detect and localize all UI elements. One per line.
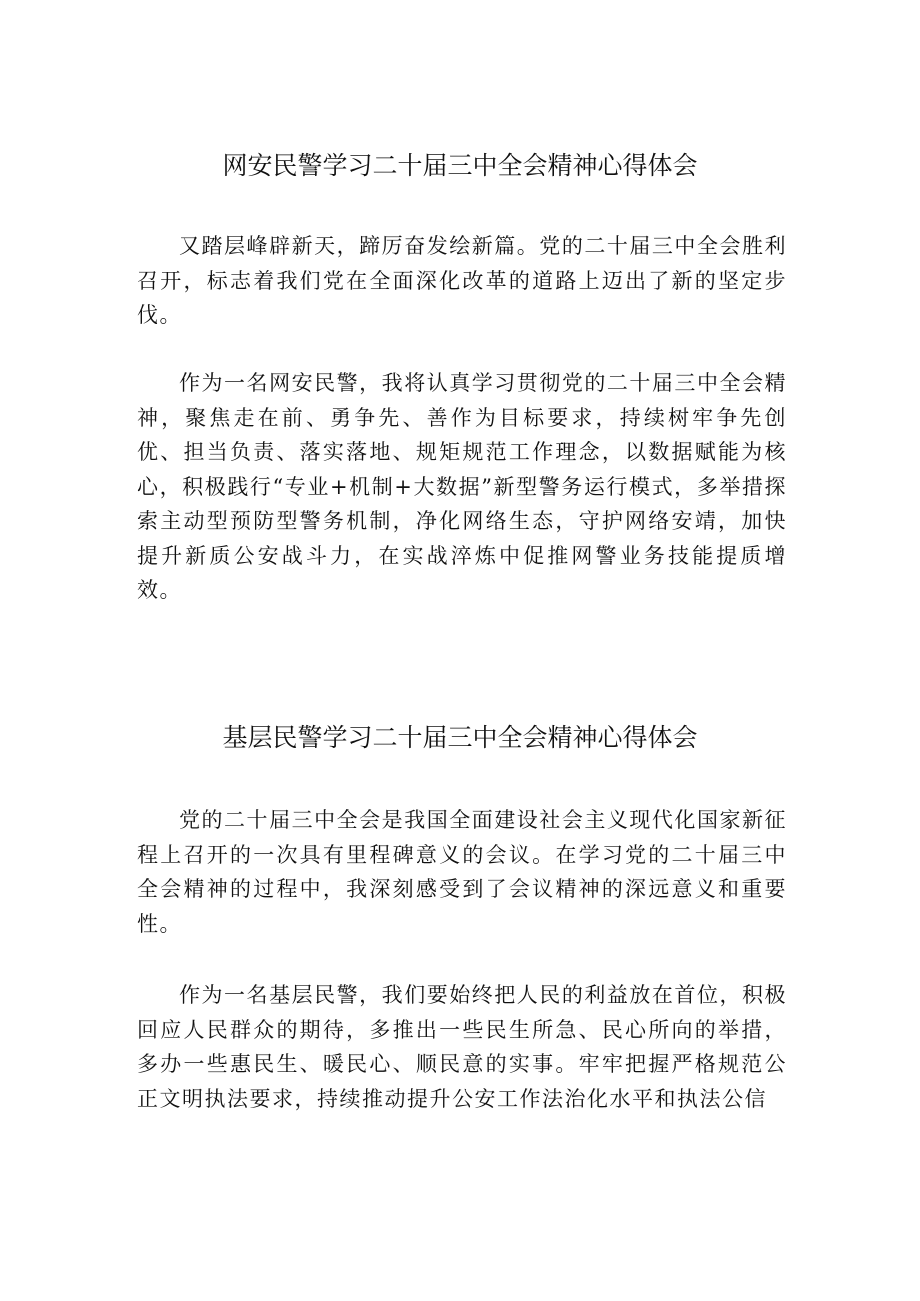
section-2-title: 基层民警学习二十届三中全会精神心得体会 <box>222 723 698 752</box>
section-2-paragraph-1: 党的二十届三中全会是我国全面建设社会主义现代化国家新征程上召开的一次具有里程碑意义的会议。在学习党的二十届三中全会精神的过程中，我深刻感受到了会议精神的深远意义和重要性。 <box>137 808 787 936</box>
section-1-paragraph-2: 作为一名网安民警，我将认真学习贯彻党的二十届三中全会精神，聚焦走在前、勇争先、善作为目标要求，持续树牢争先创优、担当负责、落实落地、规矩规范工作理念，以数据赋能为核心，积极践行“专业+机制+大数据”新型警务运行模式，多举措探索主动型预防型警务机制，净化网络生态，守护网络安靖，加快提升新质公安战斗力，在实战淬炼中促推网警业务技能提质增效。 <box>137 371 787 602</box>
section-1-title: 网安民警学习二十届三中全会精神心得体会 <box>222 151 698 180</box>
section-1-paragraph-1: 又踏层峰辟新天，蹄厉奋发绘新篇。党的二十届三中全会胜利召开，标志着我们党在全面深化改革的道路上迈出了新的坚定步伐。 <box>137 234 787 327</box>
section-2-paragraph-2: 作为一名基层民警，我们要始终把人民的利益放在首位，积极回应人民群众的期待，多推出一些民生所急、民心所向的举措，多办一些惠民生、暖民心、顺民意的实事。牢牢把握严格规范公正文明执法要求，持续推动提升公安工作法治化水平和执法公信 <box>137 983 787 1111</box>
